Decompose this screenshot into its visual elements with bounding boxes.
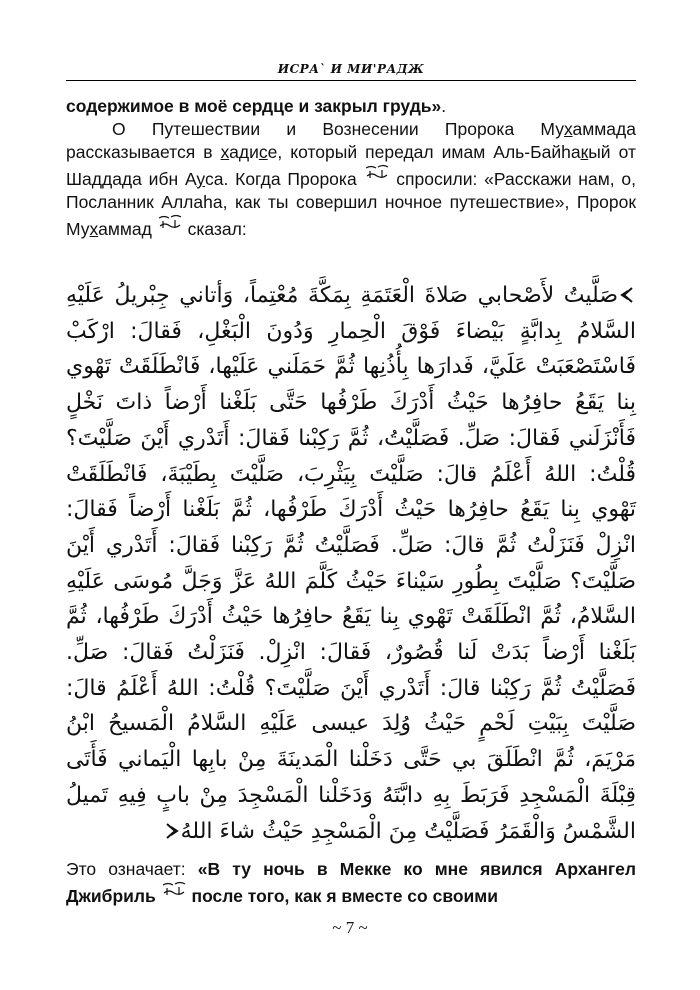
intro-text: [66, 95, 636, 241]
page-number: ~ 7 ~: [332, 918, 368, 937]
salawat-icon: [157, 214, 183, 232]
salawat-icon: [364, 164, 390, 182]
header-rule: [66, 80, 636, 81]
intro-line1: содержимое в моё сердце и закрыл грудь».: [66, 96, 447, 116]
salawat-icon: [161, 881, 187, 899]
running-header: ИСРА` И МИ'РАДЖ: [277, 62, 425, 76]
translation-text: Это означает: «В ту ночь в Мекке ко мне явился Архангел Джибриль после того, как я вместе со своими: [66, 859, 636, 906]
arabic-hadith: [66, 278, 636, 849]
arabic-text: صَلَّيتُ لأَصْحابي صَلاةَ الْعَتَمَةِ بِمَكَّةَ مُعْتِماً، وَأتاني جِبْريلُ عَلَيْهِ السَّلامُ بِدابَّةٍ بَيْضاءَ فَوْقَ الْحِمارِ وَدُونَ الْبَغْلِ، فَقالَ: ارْكَبْ فَاسْتَصْعَبَتْ عَلَيَّ، فَدارَها بِأُذُنِها ثُمَّ حَمَلَني عَلَيْها، فَانْطَلَقَتْ تَهْوي بِنا يَقَعُ حافِرُها حَيْثُ أَدْرَكَ طَرْفُها حَتَّى بَلَغْنا أَرْضاً ذاتَ نَخْلٍ فَأَنْزَلَني فَقالَ: صَلِّ. فَصَلَّيْتُ، ثُمَّ رَكِبْنا فَقالَ: أَتَدْري أَيْنَ صَلَّيْتَ؟ قُلْتُ: اللهُ أَعْلَمُ قالَ: صَلَّيْتَ بِيَثْرِبَ، صَلَّيْتَ بِطَيْبَةَ، فَانْطَلَقَتْ تَهْوي بِنا يَقَعُ حافِرُها حَيْثُ أَدْرَكَ طَرْفُها، ثُمَّ بَلَغْنا أَرْضاً فَقالَ: انْزِلْ فَنَزَلْتُ ثُمَّ قالَ: صَلِّ. فَصَلَّيْتُ ثُمَّ رَكِبْنا فَقالَ: أَتَدْري أَيْنَ صَلَّيْتَ؟ صَلَّيْتَ بِطُورِ سَيْناءَ حَيْثُ كَلَّمَ اللهُ عَزَّ وَجَلَّ مُوسَى عَلَيْهِ السَّلامُ، ثُمَّ انْطَلَقَتْ تَهْوي بِنا يَقَعُ حافِرُها حَيْثُ أَدْرَكَ طَرْفُها، ثُمَّ بَلَغْنا أَرْضاً بَدَتْ لَنا قُصُورٌ، فَقالَ: انْزِلْ. فَنَزَلْتُ فَقالَ: صَلِّ. فَصَلَّيْتُ ثُمَّ رَكِبْنا قالَ: أَتَدْري أَيْنَ صَلَّيْتَ؟ قُلْتُ: اللهُ أَعْلَمُ قالَ: صَلَّيْتَ بِبَيْتِ لَحْمٍ حَيْثُ وُلِدَ عيسى عَلَيْهِ السَّلامُ الْمَسيحُ ابْنُ مَرْيَمَ، ثُمَّ انْطَلَقَ بي حَتَّى دَخَلْنا الْمَدينَةَ مِنْ بابِها الْيَماني فَأَتَى قِبْلَةَ الْمَسْجِدِ فَرَبَطَ بِهِ دابَّتَهُ وَدَخَلْنا الْمَسْجِدَ مِنْ بابٍ فِيهِ تَميلُ الشَّمْسُ وَالْقَمَرُ فَصَلَّيْتُ مِنَ الْمَسْجِدِ حَيْثُ شاءَ اللهُ: [66, 283, 636, 844]
intro-paragraph: О Путешествии и Вознесении Пророка Мухаммада рассказывается в хадисе, который передал имам Аль-Байhакый от Шаддада ибн Ауса. Когда Пророка спросили: «Расскажи нам, о, Посланник Аллаhа, как ты совершил ночное путешествие», Пророк Мухаммад сказал:: [66, 119, 636, 239]
ornament-close-bracket-icon: [165, 816, 179, 834]
ornament-open-bracket-icon: [620, 280, 634, 298]
